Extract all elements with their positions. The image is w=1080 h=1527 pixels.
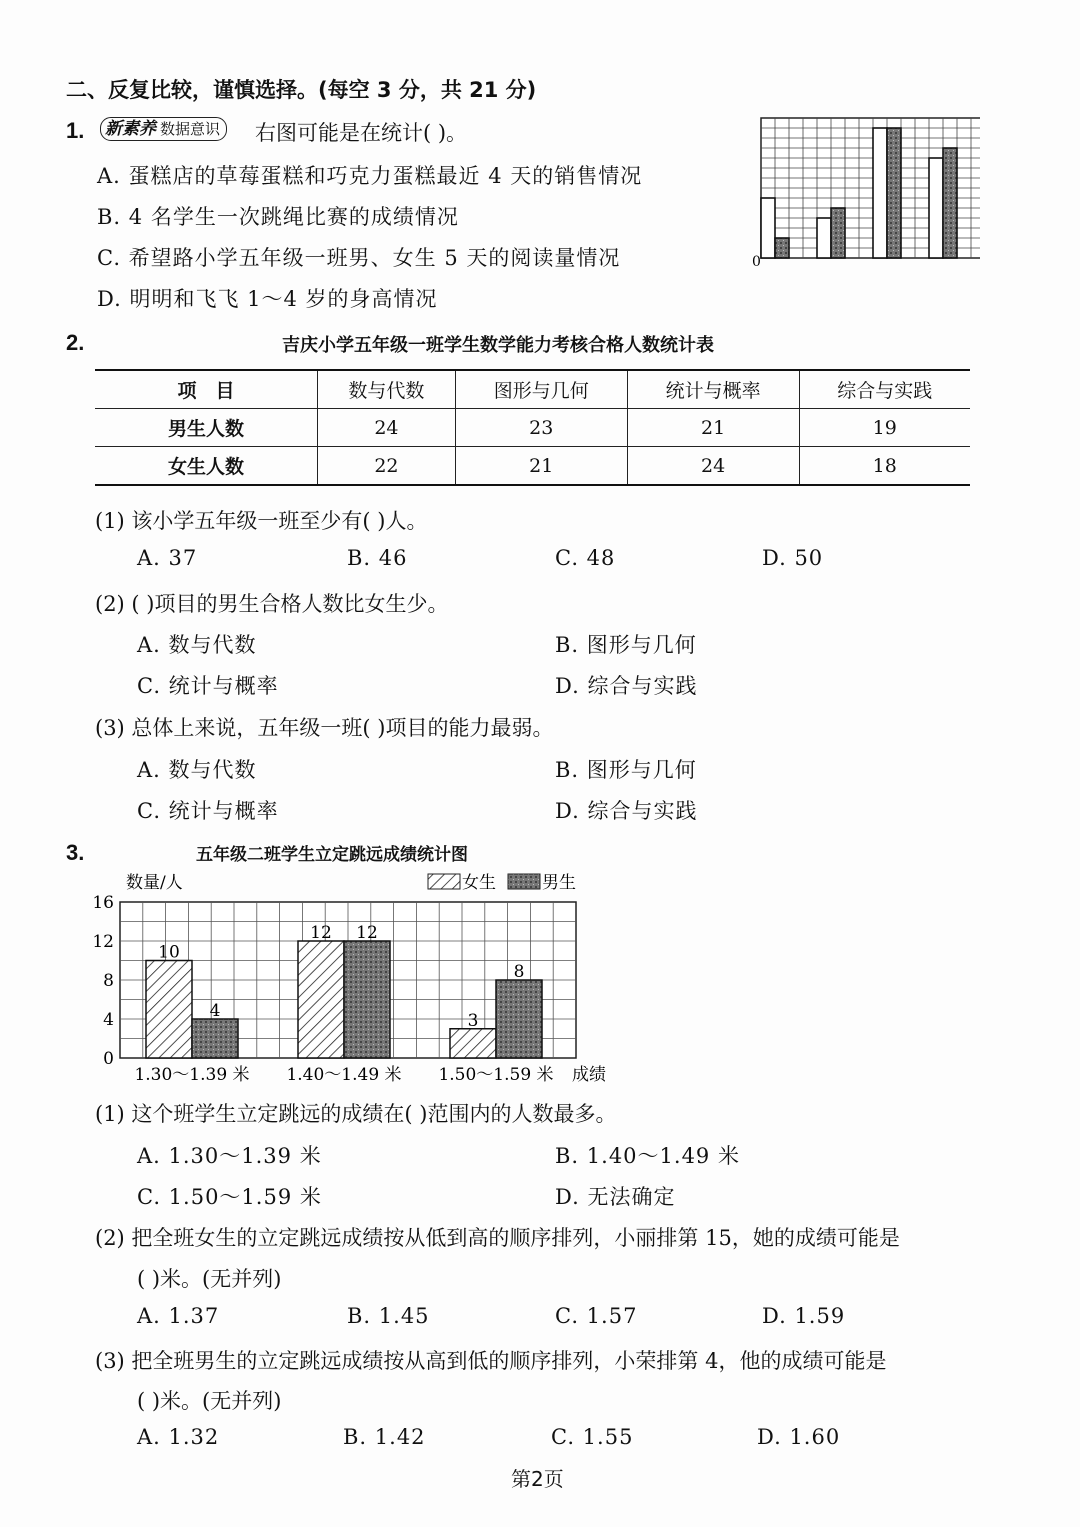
q3-bar-girls-1: [146, 961, 192, 1059]
q3-bar-chart: [90, 866, 630, 1088]
q1-bar-shaded-1: [775, 238, 789, 258]
table-header-row: [95, 370, 970, 409]
q3-y-tick-label: 0: [103, 1049, 114, 1069]
q3-x-tick-label: 1.40～1.49 米: [286, 1065, 402, 1085]
q3-sub3-option-b[interactable]: B. 1.42: [343, 1425, 426, 1449]
q3-sub3-stem: (3) 把全班男生的立定跳远成绩按从高到低的顺序排列，小荣排第 4，他的成绩可能是: [95, 1349, 887, 1373]
tag-brand: 新素养: [105, 119, 156, 139]
q3-sub2-stem-cont: ( )米。(无并列): [137, 1267, 282, 1291]
table-cell: 23: [455, 409, 627, 447]
table-header: 统计与概率: [627, 370, 799, 409]
table-cell: 21: [627, 409, 799, 447]
q2-sub2-option-c[interactable]: C. 统计与概率: [137, 674, 279, 698]
q3-chart-title: 五年级二班学生立定跳远成绩统计图: [196, 845, 468, 865]
q2-sub3-stem: (3) 总体上来说，五年级一班( )项目的能力最弱。: [95, 716, 554, 740]
table-cell: 22: [318, 447, 456, 486]
stat-table: [95, 369, 970, 486]
q2-sub2-option-d[interactable]: D. 综合与实践: [555, 674, 698, 698]
table-cell: 女生人数: [95, 447, 318, 486]
q1-number: 1.: [66, 118, 85, 143]
table-cell: 18: [799, 447, 970, 486]
q3-sub1-option-d[interactable]: D. 无法确定: [555, 1185, 676, 1209]
q1-option-d[interactable]: D. 明明和飞飞 1～4 岁的身高情况: [97, 287, 438, 311]
q3-ylabel: 数量/人: [126, 873, 183, 893]
q1-bar-shaded-2: [831, 208, 845, 258]
tag-label: 数据意识: [160, 120, 221, 138]
table-row: [95, 447, 970, 486]
q3-bar-girls-2: [298, 941, 344, 1058]
q2-number: 2.: [66, 330, 85, 355]
q3-data-label: 3: [467, 1010, 479, 1031]
q2-sub2-option-a[interactable]: A. 数与代数: [137, 633, 257, 657]
q3-y-tick-label: 12: [92, 932, 114, 952]
table-header: 数与代数: [318, 370, 456, 409]
q3-sub2-option-d[interactable]: D. 1.59: [762, 1304, 846, 1328]
q1-stem: 右图可能是在统计( )。: [255, 121, 468, 145]
q3-x-tick-label: 1.50～1.59 米: [438, 1065, 554, 1085]
q3-data-label: 8: [513, 962, 525, 982]
q3-data-label: 12: [310, 923, 332, 943]
q1-option-c[interactable]: C. 希望路小学五年级一班男、女生 5 天的阅读量情况: [97, 246, 621, 270]
q3-sub3-option-c[interactable]: C. 1.55: [551, 1425, 634, 1449]
q1-bar-chart: [740, 112, 980, 272]
q3-y-tick-label: 8: [103, 971, 114, 991]
q3-x-tick-label: 1.30～1.39 米: [134, 1065, 250, 1085]
q3-data-label: 12: [356, 923, 378, 943]
q2-table-title: 吉庆小学五年级一班学生数学能力考核合格人数统计表: [282, 335, 714, 356]
q1-option-b[interactable]: B. 4 名学生一次跳绳比赛的成绩情况: [97, 205, 459, 229]
table-cell: 24: [627, 447, 799, 486]
q3-sub2-option-b[interactable]: B. 1.45: [347, 1304, 430, 1328]
q1-option-a[interactable]: A. 蛋糕店的草莓蛋糕和巧克力蛋糕最近 4 天的销售情况: [97, 164, 643, 188]
q3-data-label: 4: [209, 1001, 221, 1021]
table-cell: 19: [799, 409, 970, 447]
legend-label-boys: 男生: [542, 873, 576, 893]
q2-sub3-option-b[interactable]: B. 图形与几何: [555, 758, 697, 782]
q3-bar-boys-2: [344, 941, 390, 1058]
legend-label-girls: 女生: [462, 873, 496, 893]
table-cell: 21: [455, 447, 627, 486]
q2-sub3-option-d[interactable]: D. 综合与实践: [555, 799, 698, 823]
q1-bar-shaded-3: [887, 128, 901, 258]
table-header: 图形与几何: [455, 370, 627, 409]
q1-bar-plain-1: [761, 198, 775, 258]
q3-sub1-option-b[interactable]: B. 1.40～1.49 米: [555, 1144, 740, 1168]
q2-sub2-stem: (2) ( )项目的男生合格人数比女生少。: [95, 592, 449, 616]
q3-sub2-option-c[interactable]: C. 1.57: [555, 1304, 638, 1328]
q2-sub1-option-b[interactable]: B. 46: [347, 546, 408, 570]
q3-bar-boys-1: [192, 1019, 238, 1058]
q1-bar-plain-2: [817, 218, 831, 258]
q2-sub3-option-c[interactable]: C. 统计与概率: [137, 799, 279, 823]
q1-tag: [100, 117, 227, 141]
q2-sub2-option-b[interactable]: B. 图形与几何: [555, 633, 697, 657]
q2-sub1-stem: (1) 该小学五年级一班至少有( )人。: [95, 509, 428, 533]
q3-xlabel: 成绩: [572, 1065, 606, 1085]
q1-bar-shaded-4: [943, 148, 957, 258]
q2-sub1-option-a[interactable]: A. 37: [137, 546, 198, 570]
q2-sub1-option-c[interactable]: C. 48: [555, 546, 616, 570]
q2-sub3-option-a[interactable]: A. 数与代数: [137, 758, 257, 782]
page-number: 第2页: [511, 1467, 564, 1491]
q3-sub2-stem: (2) 把全班女生的立定跳远成绩按从低到高的顺序排列，小丽排第 15，她的成绩可能是: [95, 1226, 900, 1250]
q3-sub1-option-a[interactable]: A. 1.30～1.39 米: [137, 1144, 322, 1168]
q3-sub3-option-d[interactable]: D. 1.60: [757, 1425, 841, 1449]
q3-bar-girls-3: [450, 1029, 496, 1058]
table-row: [95, 409, 970, 447]
q3-bar-boys-3: [496, 980, 542, 1058]
q3-y-tick-label: 16: [92, 893, 114, 913]
q1-origin-label: 0: [752, 254, 761, 270]
table-cell: 24: [318, 409, 456, 447]
q2-sub1-option-d[interactable]: D. 50: [762, 546, 824, 570]
q3-sub2-option-a[interactable]: A. 1.37: [137, 1304, 220, 1328]
q1-bar-plain-4: [929, 158, 943, 258]
table-header: 项 目: [95, 370, 318, 409]
q3-data-label: 10: [158, 942, 180, 963]
section-title: 二、反复比较，谨慎选择。(每空 3 分，共 21 分): [66, 78, 537, 102]
table-header: 综合与实践: [799, 370, 970, 409]
q3-sub3-stem-cont: ( )米。(无并列): [137, 1389, 282, 1413]
q1-bar-plain-3: [873, 128, 887, 258]
q3-sub3-option-a[interactable]: A. 1.32: [137, 1425, 220, 1449]
legend-swatch-girls: [428, 874, 460, 889]
q3-sub1-option-c[interactable]: C. 1.50～1.59 米: [137, 1185, 322, 1209]
legend-swatch-boys: [508, 874, 540, 889]
q3-sub1-stem: (1) 这个班学生立定跳远的成绩在( )范围内的人数最多。: [95, 1102, 617, 1126]
q3-legend: [428, 873, 576, 893]
table-cell: 男生人数: [95, 409, 318, 447]
q3-y-tick-label: 4: [103, 1010, 114, 1030]
q3-number: 3.: [66, 840, 85, 865]
